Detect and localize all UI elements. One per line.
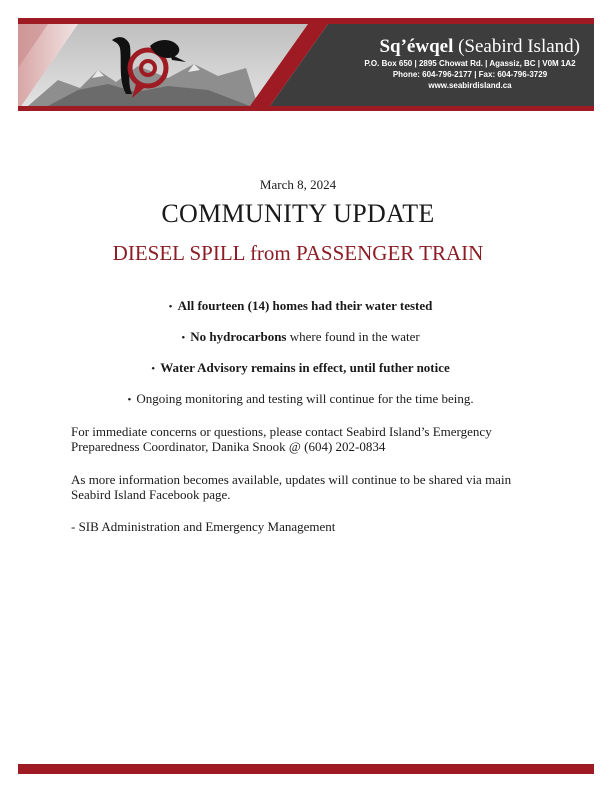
update-bullet-list [0, 297, 596, 421]
document-date: March 8, 2024 [259, 177, 337, 192]
bullet-strong-text: Water Advisory remains in effect, until futher notice [160, 360, 450, 375]
bullet-text: Ongoing monitoring and testing will continue for the time being. [136, 391, 474, 406]
bullet-item [0, 297, 596, 328]
organization-phone-fax: Phone: 604-796-2177 | Fax: 604-796-3729 [392, 70, 548, 79]
signature-line: - SIB Administration and Emergency Management [71, 519, 336, 534]
organization-info [280, 36, 580, 91]
organization-name: Sq’éwqel [379, 36, 454, 57]
organization-address: P.O. Box 650 | 2895 Chowat Rd. | Agassiz, BC | V0M 1A2 [364, 59, 576, 68]
bullet-icon: • [127, 394, 132, 406]
footer-bar [18, 764, 594, 774]
letterhead [18, 18, 594, 111]
organization-title [280, 36, 580, 58]
bullet-strong-text: No hydrocarbons [190, 329, 287, 344]
bullet-item [0, 359, 596, 390]
facebook-update-paragraph: As more information becomes available, updates will continue to be shared via main Seabird Island Facebook page. [71, 472, 512, 502]
seabird-logo-icon [106, 32, 192, 102]
bullet-icon: • [168, 301, 173, 313]
contact-paragraph: For immediate concerns or questions, please contact Seabird Island’s Emergency Preparedness Coordinator, Danika Snook @ (604) 202-0834 [71, 424, 492, 454]
organization-website: www.seabirdisland.ca [428, 81, 512, 90]
bullet-item [0, 328, 596, 359]
bullet-text: where found in the water [286, 329, 420, 344]
organization-name-english: (Seabird Island) [458, 36, 580, 57]
bullet-icon: • [181, 332, 186, 344]
bullet-item [0, 390, 596, 421]
bullet-icon: • [151, 363, 156, 375]
document-subheadline: DIESEL SPILL from PASSENGER TRAIN [112, 241, 484, 265]
document-headline: COMMUNITY UPDATE [161, 199, 435, 228]
bullet-strong-text: All fourteen (14) homes had their water tested [177, 298, 433, 313]
